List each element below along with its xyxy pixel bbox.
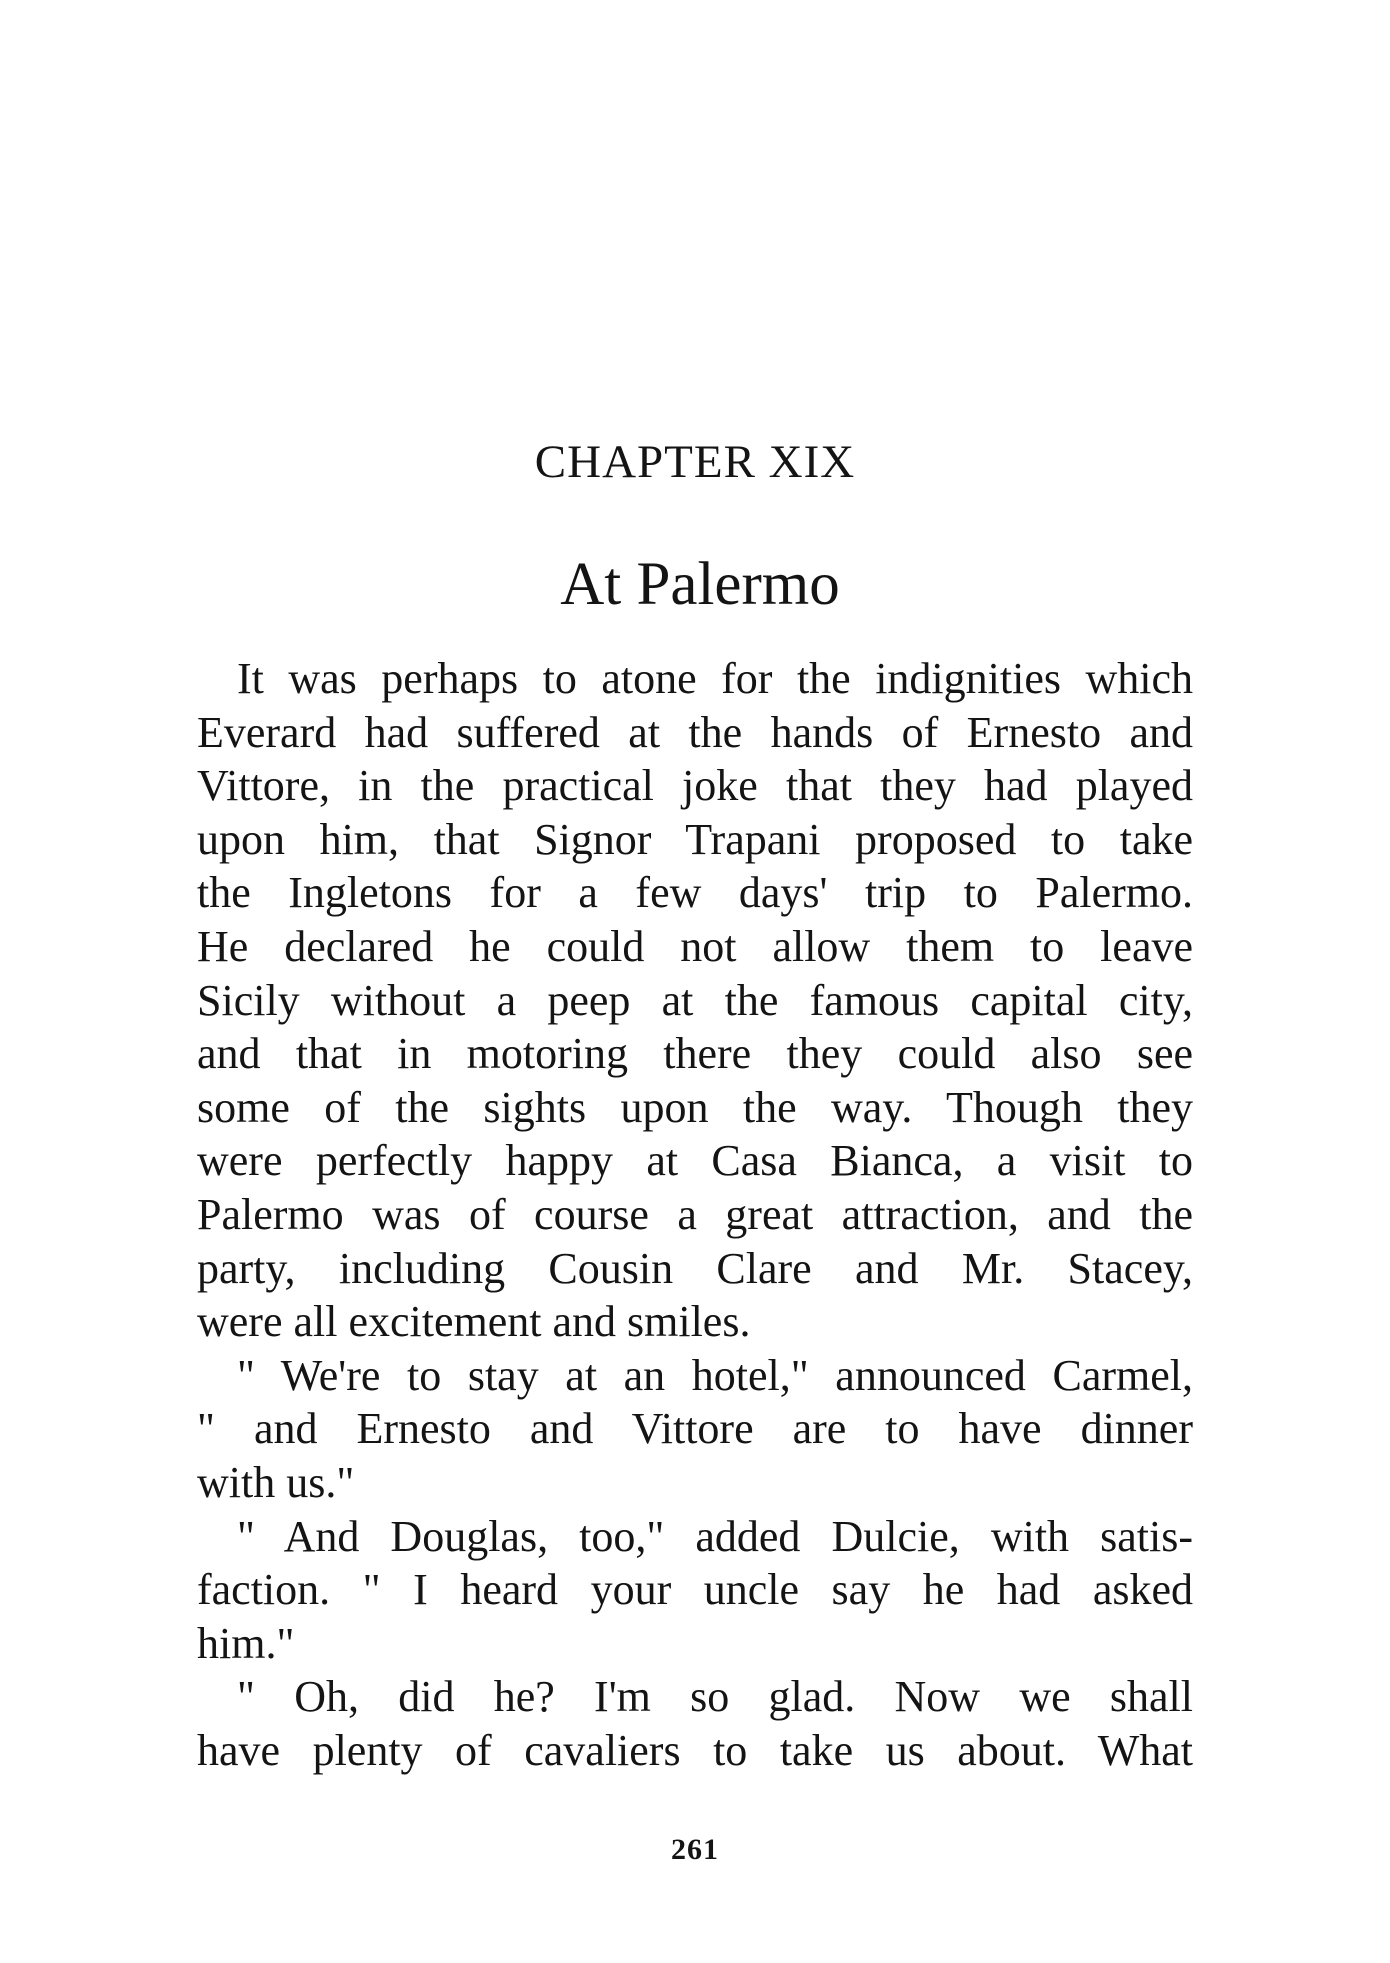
text-line: party, including Cousin Clare and Mr. Stacey,: [197, 1243, 1193, 1293]
text-line: He declared he could not allow them to leave: [197, 921, 1193, 971]
text-line: with us.": [197, 1457, 355, 1507]
text-line: Vittore, in the practical joke that they had played: [197, 761, 1193, 811]
text-line: and that in motoring there they could also see: [197, 1029, 1193, 1079]
text-line: faction. " I heard your uncle say he had asked: [197, 1565, 1193, 1615]
text-line: " Oh, did he? I'm so glad. Now we shall: [237, 1672, 1193, 1722]
text-line: Sicily without a peep at the famous capital city,: [197, 975, 1193, 1025]
text-line: Palermo was of course a great attraction, and the: [197, 1189, 1193, 1239]
page-number: 261: [671, 1833, 719, 1866]
chapter-title: At Palermo: [560, 551, 840, 618]
text-line: have plenty of cavaliers to take us about. What: [197, 1725, 1193, 1775]
text-line: were all excitement and smiles.: [197, 1297, 751, 1347]
text-line: some of the sights upon the way. Though they: [197, 1082, 1193, 1132]
text-line: upon him, that Signor Trapani proposed to take: [197, 814, 1193, 864]
text-line: him.": [197, 1618, 295, 1668]
text-line: " And Douglas, too," added Dulcie, with satis-: [237, 1511, 1193, 1561]
text-line: were perfectly happy at Casa Bianca, a visit to: [197, 1136, 1193, 1186]
text-line: the Ingletons for a few days' trip to Palermo.: [197, 868, 1193, 918]
text-line: It was perhaps to atone for the indignities which: [237, 654, 1193, 703]
body-text: [197, 652, 1193, 1777]
text-line: " We're to stay at an hotel," announced Carmel,: [237, 1350, 1193, 1400]
text-line: " and Ernesto and Vittore are to have dinner: [197, 1404, 1193, 1454]
chapter-label: CHAPTER XIX: [534, 436, 856, 488]
text-line: Everard had suffered at the hands of Ernesto and: [197, 707, 1193, 757]
